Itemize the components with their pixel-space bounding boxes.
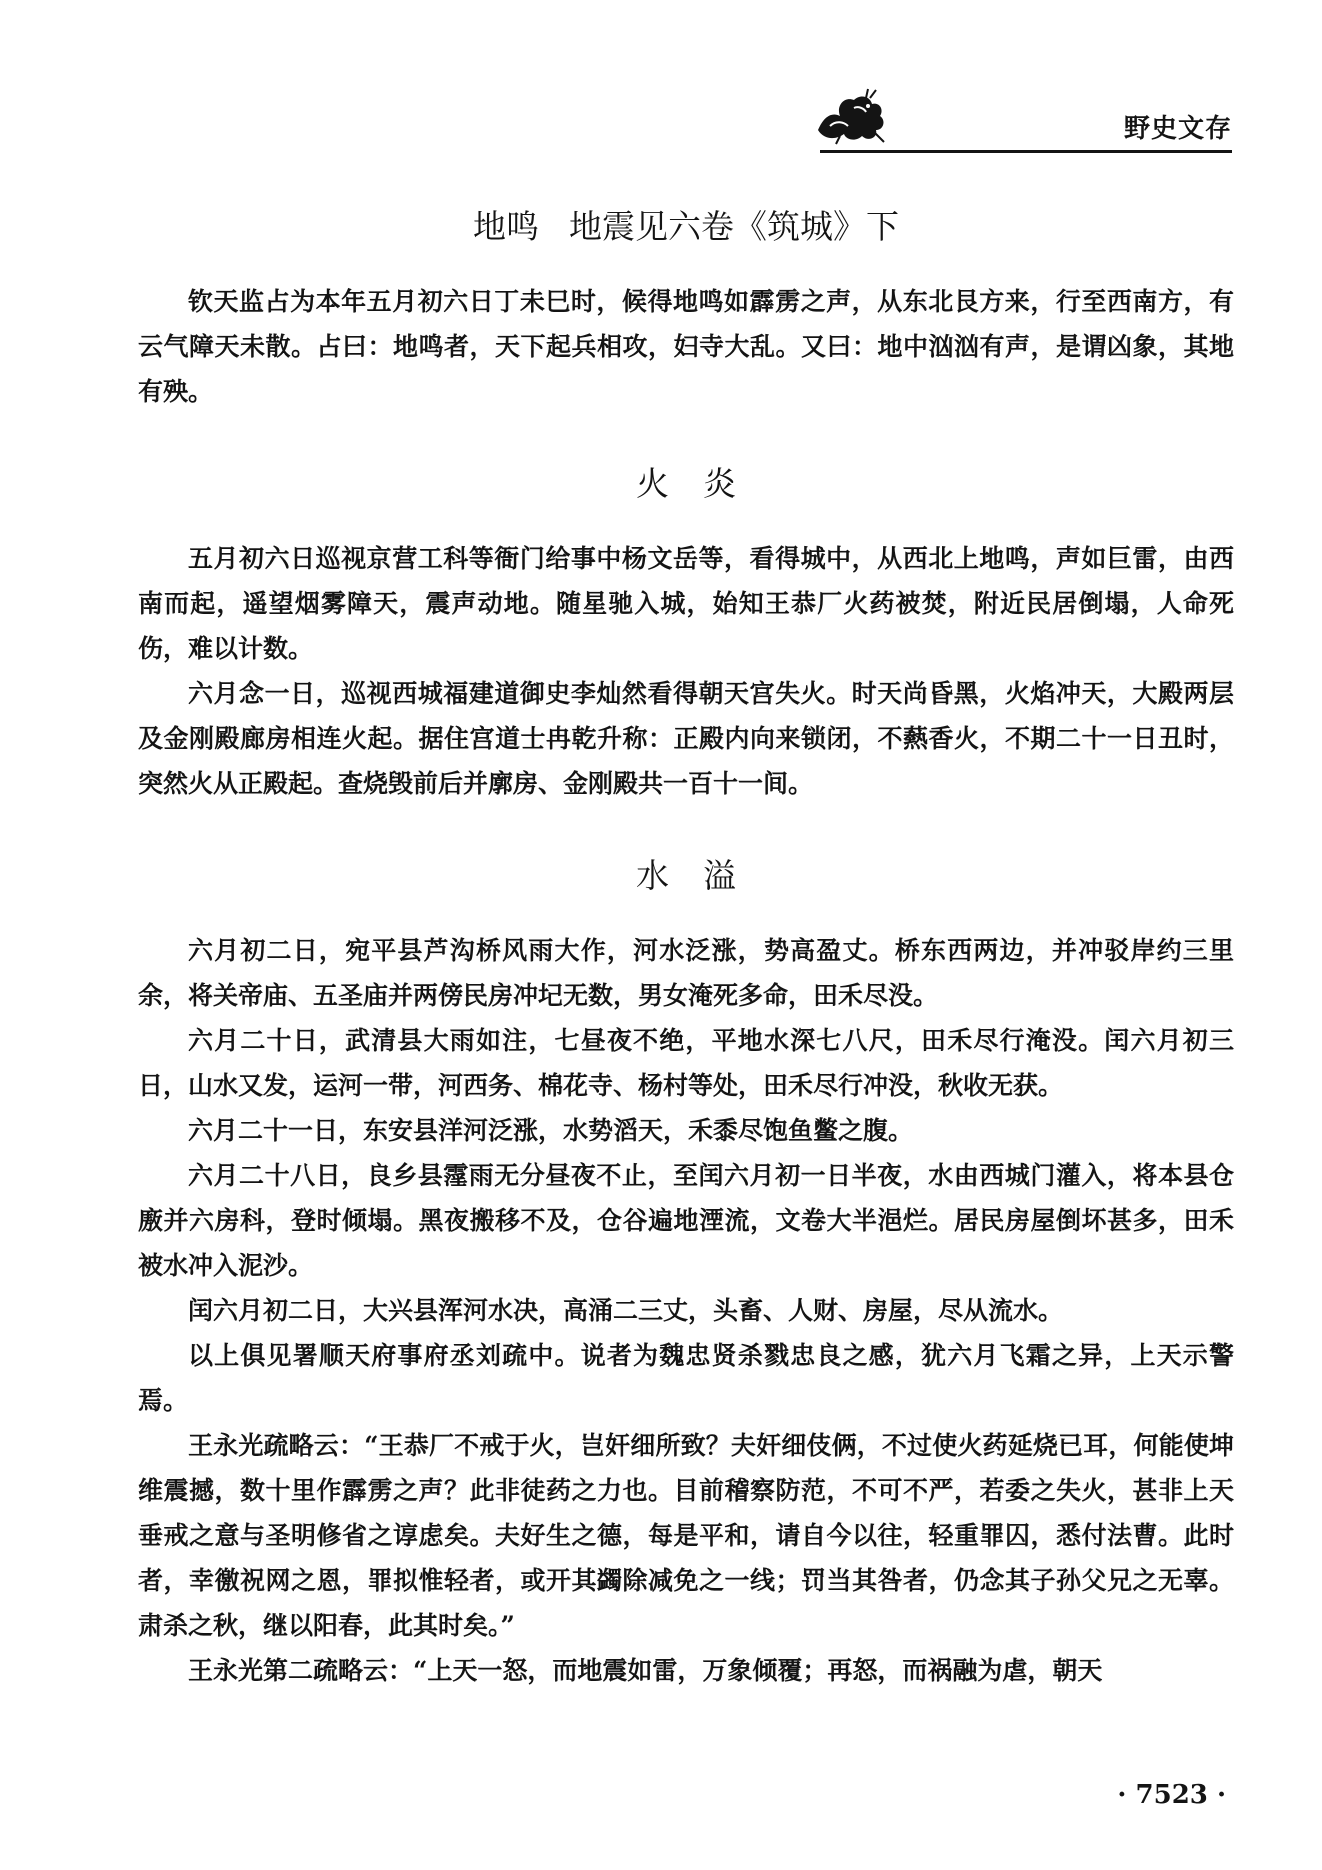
- running-header: [810, 86, 1232, 156]
- page-body: [138, 205, 1234, 1693]
- paragraph: 五月初六日巡视京营工科等衙门给事中杨文岳等，看得城中，从西北上地鸣，声如巨雷，由西南而起，遥望烟雾障天，震声动地。随星驰入城，始知王恭厂火药被焚，附近民居倒塌，人命死伤，难以计数。: [138, 544, 1234, 663]
- paragraph: 六月念一日，巡视西城福建道御史李灿然看得朝天宫失火。时天尚昏黑，火焰冲天，大殿两层及金刚殿廊房相连火起。据住宫道士冉乾升称：正殿内向来锁闭，不爇香火，不期二十一日丑时，突然火从正殿起。查烧毁前后并廓房、金刚殿共一百十一间。: [138, 679, 1234, 798]
- section-title-text: 地鸣: [473, 207, 539, 246]
- section-title-fire: [138, 462, 1234, 506]
- paragraph: 以上俱见署顺天府事府丞刘疏中。说者为魏忠贤杀戮忠良之感，犹六月飞霜之异，上天示警焉。: [138, 1341, 1234, 1415]
- section-title-earth-sound: [138, 205, 1234, 249]
- paragraph: 王永光疏略云：“王恭厂不戒于火，岂奸细所致？夫奸细伎俩，不过使火药延烧已耳，何能使坤维震撼，数十里作霹雳之声？此非徒药之力也。目前稽察防范，不可不严，若委之失火，甚非上天垂戒之意与圣明修省之谆虑矣。夫好生之德，每是平和，请自今以往，轻重罪囚，悉付法曹。此时者，幸徼祝网之恩，罪拟惟轻者，或开其蠲除减免之一线；罚当其咎者，仍念其子孙父兄之无辜。肃杀之秋，继以阳春，此其时矣。”: [138, 1431, 1234, 1640]
- page-number: · 7523 ·: [1117, 1780, 1226, 1810]
- dragon-emblem-icon: [810, 86, 890, 146]
- paragraph: 六月二十八日，良乡县霪雨无分昼夜不止，至闰六月初一日半夜，水由西城门灌入，将本县仓廒并六房科，登时倾塌。黑夜搬移不及，仓谷遍地湮流，文卷大半浥烂。居民房屋倒坏甚多，田禾被水冲入泥沙。: [138, 1161, 1234, 1280]
- paragraph: 六月初二日，宛平县芦沟桥风雨大作，河水泛涨，势高盈丈。桥东西两边，并冲驳岸约三里余，将关帝庙、五圣庙并两傍民房冲圮无数，男女淹死多命，田禾尽没。: [138, 936, 1234, 1010]
- header-rule: [820, 150, 1232, 153]
- section-title-flood: [138, 854, 1234, 898]
- paragraph: 钦天监占为本年五月初六日丁未巳时，候得地鸣如霹雳之声，从东北艮方来，行至西南方，有云气障天未散。占曰：地鸣者，天下起兵相攻，妇寺大乱。又曰：地中汹汹有声，是谓凶象，其地有殃。: [138, 287, 1234, 406]
- section-subtitle: 地震见六卷《筑城》下: [569, 207, 899, 246]
- header-title: 野史文存: [1123, 114, 1232, 144]
- section-title-text: 火炎: [636, 464, 770, 503]
- paragraph: 闰六月初二日，大兴县浑河水决，高涌二三丈，头畜、人财、房屋，尽从流水。: [188, 1296, 1064, 1325]
- paragraph: 王永光第二疏略云：“上天一怒，而地震如雷，万象倾覆；再怒，而祸融为虐，朝天: [188, 1656, 1103, 1685]
- section-title-text: 水溢: [636, 856, 770, 895]
- paragraph: 六月二十日，武清县大雨如注，七昼夜不绝，平地水深七八尺，田禾尽行淹没。闰六月初三日，山水又发，运河一带，河西务、棉花寺、杨村等处，田禾尽行冲没，秋收无获。: [138, 1026, 1234, 1100]
- paragraph: 六月二十一日，东安县洋河泛涨，水势滔天，禾黍尽饱鱼鳖之腹。: [188, 1116, 914, 1145]
